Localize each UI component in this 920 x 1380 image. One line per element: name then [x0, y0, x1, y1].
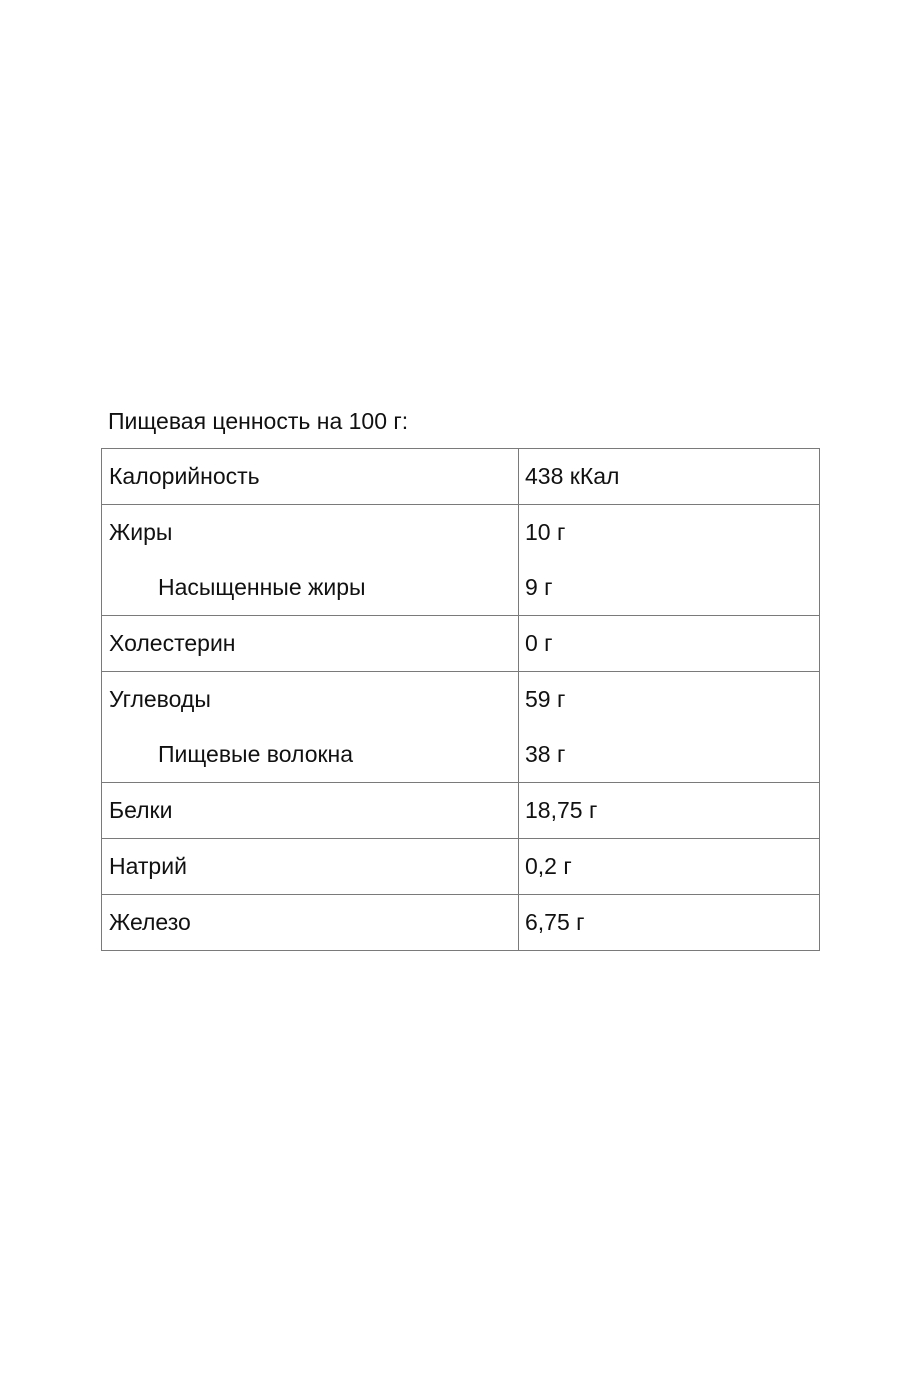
nutrient-name: Углеводы	[109, 686, 211, 712]
nutrient-value: 59 г	[525, 686, 566, 712]
nutrient-value: 6,75 г	[525, 909, 585, 935]
nutrient-value: 438 кКал	[525, 463, 620, 489]
nutrient-value-cell	[519, 672, 820, 783]
nutrient-value-cell	[519, 895, 820, 951]
nutrient-name-cell	[102, 505, 519, 616]
nutrition-table	[101, 448, 820, 951]
nutrient-value: 10 г	[525, 519, 566, 545]
nutrient-name: Натрий	[109, 853, 187, 879]
nutrient-value: 0,2 г	[525, 853, 572, 879]
nutrient-value-cell	[519, 839, 820, 895]
nutrient-name: Жиры	[109, 519, 173, 545]
nutrient-name: Белки	[109, 797, 173, 823]
table-row	[102, 783, 820, 839]
nutrient-name-cell	[102, 449, 519, 505]
nutrient-name: Железо	[109, 909, 191, 935]
table-row	[102, 839, 820, 895]
nutrition-title: Пищевая ценность на 100 г:	[108, 408, 409, 434]
nutrient-name-cell	[102, 895, 519, 951]
nutrient-value: 0 г	[525, 630, 553, 656]
nutrient-value-cell	[519, 783, 820, 839]
table-row	[102, 616, 820, 672]
nutrient-name-cell	[102, 616, 519, 672]
nutrient-name: Калорийность	[109, 463, 260, 489]
nutrient-name: Холестерин	[109, 630, 236, 656]
sub-nutrient-value: 38 г	[525, 741, 566, 767]
nutrient-name-cell	[102, 783, 519, 839]
table-row	[102, 505, 820, 616]
sub-nutrient-value: 9 г	[525, 574, 553, 600]
nutrient-value-cell	[519, 616, 820, 672]
nutrient-value-cell	[519, 505, 820, 616]
nutrient-name-cell	[102, 839, 519, 895]
table-row	[102, 449, 820, 505]
table-row	[102, 895, 820, 951]
nutrient-value: 18,75 г	[525, 797, 598, 823]
table-row	[102, 672, 820, 783]
nutrient-name-cell	[102, 672, 519, 783]
sub-nutrient-name: Пищевые волокна	[158, 741, 354, 767]
nutrient-value-cell	[519, 449, 820, 505]
sub-nutrient-name: Насыщенные жиры	[158, 574, 366, 600]
